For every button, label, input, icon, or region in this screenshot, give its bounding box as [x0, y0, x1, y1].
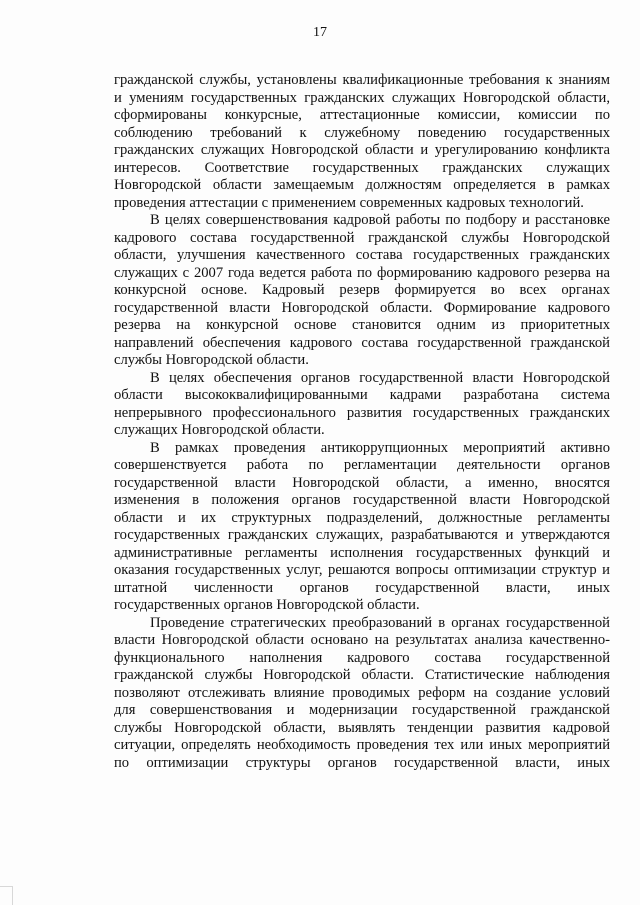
text-line: непрерывного профессионального развития государственных гражданских — [114, 404, 610, 421]
paragraph — [114, 615, 610, 773]
text-line: резерва на конкурсной основе становится одним из приоритетных — [114, 317, 610, 333]
text-line: интересов. Соответствие государственных гражданских служащих — [114, 159, 610, 176]
paragraph — [114, 212, 610, 370]
text-line: функционального наполнения кадрового состава государственной — [114, 649, 610, 666]
text-line: совершенствуется работа по регламентации деятельности органов — [114, 457, 610, 473]
text-line: области, улучшения качественного состава государственных гражданских — [114, 247, 610, 263]
text-line: кадрового состава государственной гражданской службы Новгородской — [114, 229, 610, 246]
text-line: государственных органов Новгородской области. — [114, 597, 420, 613]
text-line: административные регламенты исполнения государственных функций и — [114, 544, 610, 561]
text-line: изменения в положения органов государственной власти Новгородской — [114, 492, 610, 508]
text-line: гражданских служащих Новгородской области и урегулированию конфликта — [114, 142, 610, 158]
paragraph — [114, 370, 610, 440]
text-line: В целях совершенствования кадровой работы по подбору и расстановке — [150, 212, 610, 228]
text-line: государственной власти Новгородской области, а именно, вносятся — [114, 474, 610, 491]
text-line: направлений обеспечения кадрового состава государственной гражданской — [114, 334, 610, 351]
text-line: В рамках проведения антикоррупционных мероприятий активно — [150, 439, 610, 456]
body-text — [114, 72, 610, 772]
text-line: конкурсной основе. Кадровый резерв формируется во всех органах — [114, 282, 610, 298]
text-line: сформированы конкурсные, аттестационные комиссии, комиссии по — [114, 107, 610, 123]
text-line: гражданской службы, установлены квалификационные требования к знаниям — [114, 72, 610, 88]
text-line: оказания государственных услуг, решаются вопросы оптимизации структур и — [114, 562, 610, 578]
page-number: 17 — [313, 25, 327, 40]
text-line: штатной численности органов государственной власти, иных — [114, 579, 610, 596]
text-line: области и их структурных подразделений, должностные регламенты — [114, 509, 610, 526]
text-line: служащих с 2007 года ведется работа по формированию кадрового резерва на — [114, 264, 610, 281]
text-line: ситуации, определять необходимость проведения тех или иных мероприятий — [114, 737, 610, 753]
text-line: гражданской службы Новгородской области. Статистические наблюдения — [114, 667, 610, 683]
text-line: государственной власти Новгородской области. Формирование кадрового — [114, 299, 610, 316]
paragraph — [114, 440, 610, 615]
text-line: и умениям государственных гражданских служащих Новгородской области, — [114, 89, 610, 106]
text-line: власти Новгородской области основано на результатах анализа качественно- — [114, 632, 610, 648]
text-line: служащих Новгородской области. — [114, 422, 325, 438]
text-line: В целях обеспечения органов государственной власти Новгородской — [150, 369, 610, 386]
text-line: службы Новгородской области. — [114, 352, 309, 368]
text-line: Проведение стратегических преобразований в органах государственной — [150, 614, 610, 631]
text-line: проведения аттестации с применением современных кадровых технологий. — [114, 194, 584, 211]
text-line: позволяют отслеживать влияние проводимых реформ на создание условий — [114, 684, 610, 701]
paragraph — [114, 72, 610, 212]
text-line: для совершенствования и модернизации государственной гражданской — [114, 702, 610, 718]
scan-edge-mark — [0, 886, 13, 905]
text-line: соблюдению требований к служебному поведению государственных — [114, 124, 610, 141]
text-line: области высококвалифицированными кадрами разработана система — [114, 387, 610, 403]
text-line: государственных гражданских служащих, разрабатываются и утверждаются — [114, 527, 610, 543]
text-line: службы Новгородской области, выявлять тенденции развития кадровой — [114, 719, 610, 736]
text-line: Новгородской области замещаемым должностям определяется в рамках — [114, 177, 610, 193]
text-line: по оптимизации структуры органов государственной власти, иных — [114, 754, 610, 771]
